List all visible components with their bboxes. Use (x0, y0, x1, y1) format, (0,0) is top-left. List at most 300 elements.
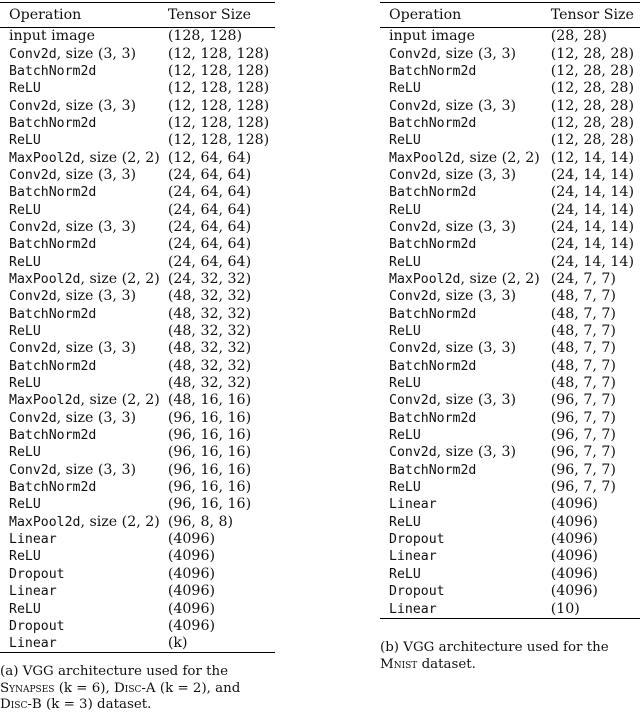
operation-parameters: , size (3, 3) (56, 45, 137, 62)
operation-name: ReLU (9, 254, 41, 270)
tensor-size-cell: (48, 7, 7) (550, 288, 616, 305)
operation-cell (380, 236, 543, 253)
operation-cell (0, 496, 160, 513)
tensor-size-cell: (k) (160, 635, 275, 653)
table-row (0, 63, 275, 80)
table-a-body (0, 28, 275, 653)
tensor-size-cell: (12, 28, 28) (550, 62, 634, 79)
table-row (380, 358, 640, 375)
tensor-size-cell: (96, 8, 8) (167, 513, 234, 530)
table-row (0, 462, 275, 479)
operation-parameters: , size (2, 2) (80, 513, 160, 530)
operation-parameters: , size (3, 3) (56, 97, 137, 114)
operation-parameters: , size (3, 3) (436, 340, 517, 357)
table-row (0, 201, 275, 218)
table-row (0, 28, 275, 46)
table-row (380, 340, 640, 357)
caption-a-text-2: (k = 6), (54, 680, 115, 696)
operation-parameters: , size (3, 3) (436, 218, 517, 235)
operation-cell (380, 427, 543, 444)
tensor-size-cell: (4096) (550, 496, 598, 513)
tensor-size-cell: (12, 28, 28) (550, 45, 634, 62)
tensor-size-cell: (24, 14, 14) (550, 166, 634, 183)
table-row (380, 167, 640, 184)
operation-cell (0, 600, 160, 617)
operation-cell (380, 288, 543, 305)
operation-parameters: , size (3, 3) (56, 409, 137, 426)
table-row (0, 253, 275, 270)
operation-name: Conv2d (389, 46, 437, 62)
operation-cell (0, 410, 160, 427)
tensor-size-cell: (24, 64, 64) (167, 166, 252, 183)
tensor-size-cell: (12, 28, 28) (550, 114, 634, 131)
operation-cell (0, 358, 160, 375)
operation-parameters: , size (3, 3) (56, 340, 137, 357)
operation-cell (380, 462, 543, 479)
table-row (0, 548, 275, 565)
table-row (380, 63, 640, 80)
tensor-size-cell: (4096) (167, 565, 216, 582)
operation-name: Conv2d (9, 462, 57, 478)
operation-cell (0, 427, 160, 444)
table-row (380, 496, 640, 513)
operation-parameters: , size (2, 2) (80, 149, 160, 166)
operation-cell (380, 358, 543, 375)
table-b-body (380, 28, 640, 619)
operation-cell (0, 618, 160, 635)
table-row (0, 427, 275, 444)
table-row (0, 531, 275, 548)
tensor-size-cell: (24, 14, 14) (550, 253, 634, 270)
table-header-row (380, 3, 640, 28)
operation-name: Linear (9, 532, 57, 548)
operation-name: Conv2d (9, 219, 57, 235)
table-row (380, 600, 640, 618)
operation-name: ReLU (389, 480, 421, 496)
operation-name: MaxPool2d (9, 271, 81, 287)
operation-name: Conv2d (9, 98, 57, 114)
operation-cell (380, 80, 543, 97)
operation-name: ReLU (9, 202, 41, 218)
table-row (380, 115, 640, 132)
table-row (380, 479, 640, 496)
operation-cell (0, 184, 160, 201)
operation-cell (380, 28, 543, 46)
operation-name: Linear (9, 584, 57, 600)
operation-cell (380, 548, 543, 565)
operation-cell (380, 167, 543, 184)
operation-cell (380, 514, 543, 531)
operation-cell (380, 566, 543, 583)
operation-parameters: , size (3, 3) (56, 461, 137, 478)
tensor-size-cell: (4096) (550, 531, 598, 548)
operation-cell (380, 271, 543, 288)
tensor-size-cell: (48, 32, 32) (167, 305, 252, 322)
operation-cell (380, 132, 543, 149)
tensor-size-cell: (4096) (167, 600, 216, 617)
operation-cell (0, 583, 160, 600)
tensor-size-cell: (10) (543, 600, 640, 618)
tensor-size-cell: (12, 28, 28) (550, 132, 634, 149)
caption-a-text-4: (k = 3) dataset. (41, 697, 152, 712)
tensor-size-cell: (12, 128, 128) (167, 62, 270, 79)
table-a-synapses-architecture (0, 2, 275, 653)
tensor-size-cell: (96, 16, 16) (167, 444, 252, 461)
operation-cell (380, 410, 543, 427)
operation-cell (0, 253, 160, 270)
tensor-size-cell: (4096) (550, 548, 598, 565)
table-row (380, 236, 640, 253)
tensor-size-cell: (24, 64, 64) (167, 218, 252, 235)
table-row (380, 97, 640, 114)
tensor-size-cell: (12, 128, 128) (167, 114, 270, 131)
table-row (0, 184, 275, 201)
operation-name: ReLU (389, 514, 421, 530)
operation-name: BatchNorm2d (389, 462, 477, 478)
table-row (380, 132, 640, 149)
tensor-size-cell: (24, 64, 64) (167, 201, 252, 218)
operation-name: ReLU (9, 497, 41, 513)
operation-name: Linear (389, 601, 437, 617)
caption-a-text-1: (a) VGG architecture used for the (0, 664, 229, 679)
table-row (0, 566, 275, 583)
operation-cell (380, 201, 543, 218)
tensor-size-cell: (48, 16, 16) (167, 392, 252, 409)
tensor-size-cell: (12, 14, 14) (550, 149, 634, 166)
tensor-size-cell: (48, 7, 7) (550, 340, 616, 357)
table-row (380, 392, 640, 409)
operation-name: Dropout (9, 566, 65, 582)
table-row (0, 236, 275, 253)
operation-cell (0, 149, 160, 166)
operation-cell (380, 375, 543, 392)
table-row (380, 444, 640, 461)
table-row (380, 149, 640, 166)
operation-cell (380, 531, 543, 548)
operation-name: BatchNorm2d (9, 115, 97, 131)
tensor-size-cell: (12, 128, 128) (167, 132, 270, 149)
table-row (380, 462, 640, 479)
table-row (0, 149, 275, 166)
table-row (0, 219, 275, 236)
operation-name: BatchNorm2d (9, 428, 97, 444)
table-row (380, 375, 640, 392)
tensor-size-cell: (48, 32, 32) (167, 323, 252, 340)
operation-parameters: , size (3, 3) (436, 166, 517, 183)
operation-name: ReLU (389, 376, 421, 392)
operation-name: MaxPool2d (9, 393, 81, 409)
caption-a-text-3: (k = 2), and (155, 680, 241, 696)
operation-name: Dropout (9, 618, 65, 634)
operation-parameters: , size (3, 3) (436, 392, 517, 409)
tensor-size-cell: (96, 16, 16) (167, 427, 252, 444)
tensor-size-cell: (24, 64, 64) (167, 253, 252, 270)
table-row (380, 271, 640, 288)
operation-name: ReLU (9, 549, 41, 565)
operation-cell (0, 392, 160, 409)
table-row (0, 132, 275, 149)
operation-cell (380, 392, 543, 409)
operation-name: BatchNorm2d (389, 115, 477, 131)
operation-name: MaxPool2d (389, 150, 461, 166)
table-row (0, 115, 275, 132)
table-row (380, 323, 640, 340)
operation-name: BatchNorm2d (389, 237, 477, 253)
operation-parameters: , size (2, 2) (80, 270, 160, 287)
table-row (0, 323, 275, 340)
tensor-size-cell: (28, 28) (550, 28, 607, 45)
operation-cell (0, 115, 160, 132)
operation-cell (0, 45, 160, 62)
operation-name: Conv2d (9, 289, 57, 305)
tensor-size-cell: (48, 32, 32) (167, 375, 252, 392)
table-row (380, 531, 640, 548)
operation-parameters: , size (3, 3) (436, 288, 517, 305)
caption-a-synapses: Synapses (0, 680, 55, 696)
tensor-size-cell: (24, 32, 32) (167, 270, 252, 287)
table-row (0, 514, 275, 531)
tensor-size-cell: (4096) (550, 513, 598, 530)
operation-name: MaxPool2d (9, 514, 81, 530)
caption-b-mnist: Mnist (380, 656, 418, 672)
tensor-size-cell: (96, 7, 7) (550, 427, 616, 444)
operation-parameters: , size (3, 3) (436, 45, 517, 62)
operation-cell (380, 600, 543, 618)
tensor-size-cell: (12, 28, 28) (550, 97, 634, 114)
operation-name: Dropout (389, 584, 445, 600)
operation-name: BatchNorm2d (389, 185, 477, 201)
operation-name: Conv2d (389, 98, 437, 114)
table-row (0, 479, 275, 496)
operation-cell (380, 583, 543, 600)
tensor-size-cell: (48, 7, 7) (550, 375, 616, 392)
table-row (380, 514, 640, 531)
operation-name: Conv2d (389, 167, 437, 183)
operation-name: Conv2d (9, 341, 57, 357)
operation-name: input image (9, 28, 96, 45)
table-row (0, 80, 275, 97)
operation-cell (380, 496, 543, 513)
operation-cell (380, 184, 543, 201)
operation-cell (0, 132, 160, 149)
table-row (380, 583, 640, 600)
operation-name: Dropout (389, 532, 445, 548)
table-row (0, 167, 275, 184)
column-header-operation: Operation (9, 7, 82, 23)
operation-parameters: , size (3, 3) (436, 444, 517, 461)
operation-cell (0, 28, 160, 46)
caption-b-text-1: (b) VGG architecture used for the (380, 640, 609, 655)
table-row (0, 271, 275, 288)
operation-cell (380, 479, 543, 496)
operation-cell (0, 340, 160, 357)
operation-cell (380, 97, 543, 114)
table-row (0, 97, 275, 114)
tensor-size-cell: (96, 7, 7) (550, 479, 616, 496)
table-header-row (0, 3, 275, 28)
operation-name: ReLU (9, 324, 41, 340)
operation-name: Conv2d (389, 289, 437, 305)
table-row (380, 45, 640, 62)
operation-name: BatchNorm2d (9, 358, 97, 374)
column-header-tensor-size: Tensor Size (550, 7, 634, 23)
table-row (0, 306, 275, 323)
operation-name: Conv2d (9, 46, 57, 62)
tensor-size-cell: (96, 7, 7) (550, 461, 616, 478)
operation-cell (380, 444, 543, 461)
operation-name: BatchNorm2d (389, 358, 477, 374)
operation-name: Conv2d (9, 167, 57, 183)
tensor-size-cell: (96, 16, 16) (167, 461, 252, 478)
tensor-size-cell: (48, 32, 32) (167, 357, 252, 374)
operation-cell (380, 149, 543, 166)
tensor-size-cell: (48, 7, 7) (550, 305, 616, 322)
operation-cell (0, 288, 160, 305)
operation-name: ReLU (9, 445, 41, 461)
column-header-operation: Operation (389, 7, 462, 23)
operation-cell (0, 271, 160, 288)
operation-name: BatchNorm2d (389, 306, 477, 322)
operation-name: ReLU (9, 81, 41, 97)
table-b-mnist-architecture (380, 2, 640, 619)
table-row (0, 635, 275, 653)
column-header-tensor-size: Tensor Size (167, 7, 251, 23)
operation-name: ReLU (9, 133, 41, 149)
operation-name: ReLU (389, 566, 421, 582)
operation-name: ReLU (389, 254, 421, 270)
operation-parameters: , size (3, 3) (56, 288, 137, 305)
table-row (0, 392, 275, 409)
tensor-size-cell: (96, 7, 7) (550, 444, 616, 461)
operation-name: ReLU (389, 324, 421, 340)
tensor-size-cell: (48, 32, 32) (167, 288, 252, 305)
operation-cell (0, 479, 160, 496)
table-row (0, 410, 275, 427)
table-row (380, 80, 640, 97)
operation-cell (0, 306, 160, 323)
caption-a-disc-b: Disc-B (0, 697, 42, 712)
operation-parameters: , size (3, 3) (436, 97, 517, 114)
operation-cell (0, 201, 160, 218)
tensor-size-cell: (48, 7, 7) (550, 323, 616, 340)
operation-name: Linear (9, 636, 57, 652)
tensor-size-cell: (24, 14, 14) (550, 236, 634, 253)
operation-cell (380, 340, 543, 357)
operation-cell (380, 323, 543, 340)
operation-name: ReLU (389, 133, 421, 149)
tensor-size-cell: (4096) (167, 617, 216, 634)
table-row (0, 340, 275, 357)
operation-cell (380, 219, 543, 236)
tensor-size-cell: (4096) (167, 548, 216, 565)
operation-name: Conv2d (389, 445, 437, 461)
tensor-size-cell: (96, 7, 7) (550, 409, 616, 426)
operation-cell (0, 63, 160, 80)
operation-parameters: , size (2, 2) (460, 270, 540, 287)
table-row (0, 600, 275, 617)
operation-parameters: , size (3, 3) (56, 218, 137, 235)
operation-parameters: , size (3, 3) (56, 166, 137, 183)
operation-name: Linear (389, 497, 437, 513)
operation-cell (0, 566, 160, 583)
operation-cell (0, 531, 160, 548)
operation-cell (0, 219, 160, 236)
operation-name: ReLU (9, 376, 41, 392)
tensor-size-cell: (4096) (167, 531, 216, 548)
table-row (380, 548, 640, 565)
operation-name: Conv2d (389, 219, 437, 235)
operation-cell (0, 80, 160, 97)
operation-name: ReLU (389, 81, 421, 97)
tensor-size-cell: (48, 7, 7) (550, 357, 616, 374)
operation-name: BatchNorm2d (9, 306, 97, 322)
operation-cell (380, 253, 543, 270)
operation-cell (0, 635, 160, 653)
operation-name: Linear (389, 549, 437, 565)
caption-a-disc-a: Disc-A (114, 680, 156, 696)
tensor-size-cell: (48, 32, 32) (167, 340, 252, 357)
operation-name: ReLU (9, 601, 41, 617)
operation-cell (380, 115, 543, 132)
table-row (0, 358, 275, 375)
caption-b-text-2: dataset. (417, 656, 476, 672)
table-row (0, 288, 275, 305)
operation-name: MaxPool2d (9, 150, 81, 166)
table-row (380, 184, 640, 201)
tensor-size-cell: (4096) (550, 565, 598, 582)
operation-name: MaxPool2d (389, 271, 461, 287)
operation-cell (0, 375, 160, 392)
table-row (380, 219, 640, 236)
tensor-size-cell: (96, 16, 16) (167, 479, 252, 496)
operation-name: BatchNorm2d (9, 185, 97, 201)
operation-cell (0, 236, 160, 253)
tensor-size-cell: (12, 128, 128) (167, 45, 270, 62)
table-row (380, 201, 640, 218)
operation-name: input image (389, 28, 476, 45)
table-b-caption (380, 640, 635, 673)
operation-cell (380, 306, 543, 323)
tensor-size-cell: (12, 128, 128) (167, 80, 270, 97)
tensor-size-cell: (96, 16, 16) (167, 496, 252, 513)
operation-name: BatchNorm2d (9, 63, 97, 79)
tensor-size-cell: (96, 7, 7) (550, 392, 616, 409)
table-row (0, 496, 275, 513)
operation-cell (0, 462, 160, 479)
operation-parameters: , size (2, 2) (460, 149, 540, 166)
tensor-size-cell: (4096) (550, 583, 598, 600)
table-row (0, 583, 275, 600)
tensor-size-cell: (24, 7, 7) (550, 270, 616, 287)
operation-name: ReLU (389, 202, 421, 218)
operation-name: Conv2d (389, 393, 437, 409)
table-row (380, 427, 640, 444)
operation-cell (0, 167, 160, 184)
operation-cell (0, 444, 160, 461)
operation-name: ReLU (389, 428, 421, 444)
operation-name: BatchNorm2d (389, 63, 477, 79)
tensor-size-cell: (12, 64, 64) (167, 149, 252, 166)
operation-cell (380, 45, 543, 62)
operation-name: Conv2d (9, 410, 57, 426)
tensor-size-cell: (96, 16, 16) (167, 409, 252, 426)
table-row (380, 288, 640, 305)
tensor-size-cell: (4096) (167, 583, 216, 600)
tensor-size-cell: (24, 64, 64) (167, 184, 252, 201)
table-a-caption (0, 664, 262, 714)
operation-cell (0, 514, 160, 531)
table-row (0, 444, 275, 461)
